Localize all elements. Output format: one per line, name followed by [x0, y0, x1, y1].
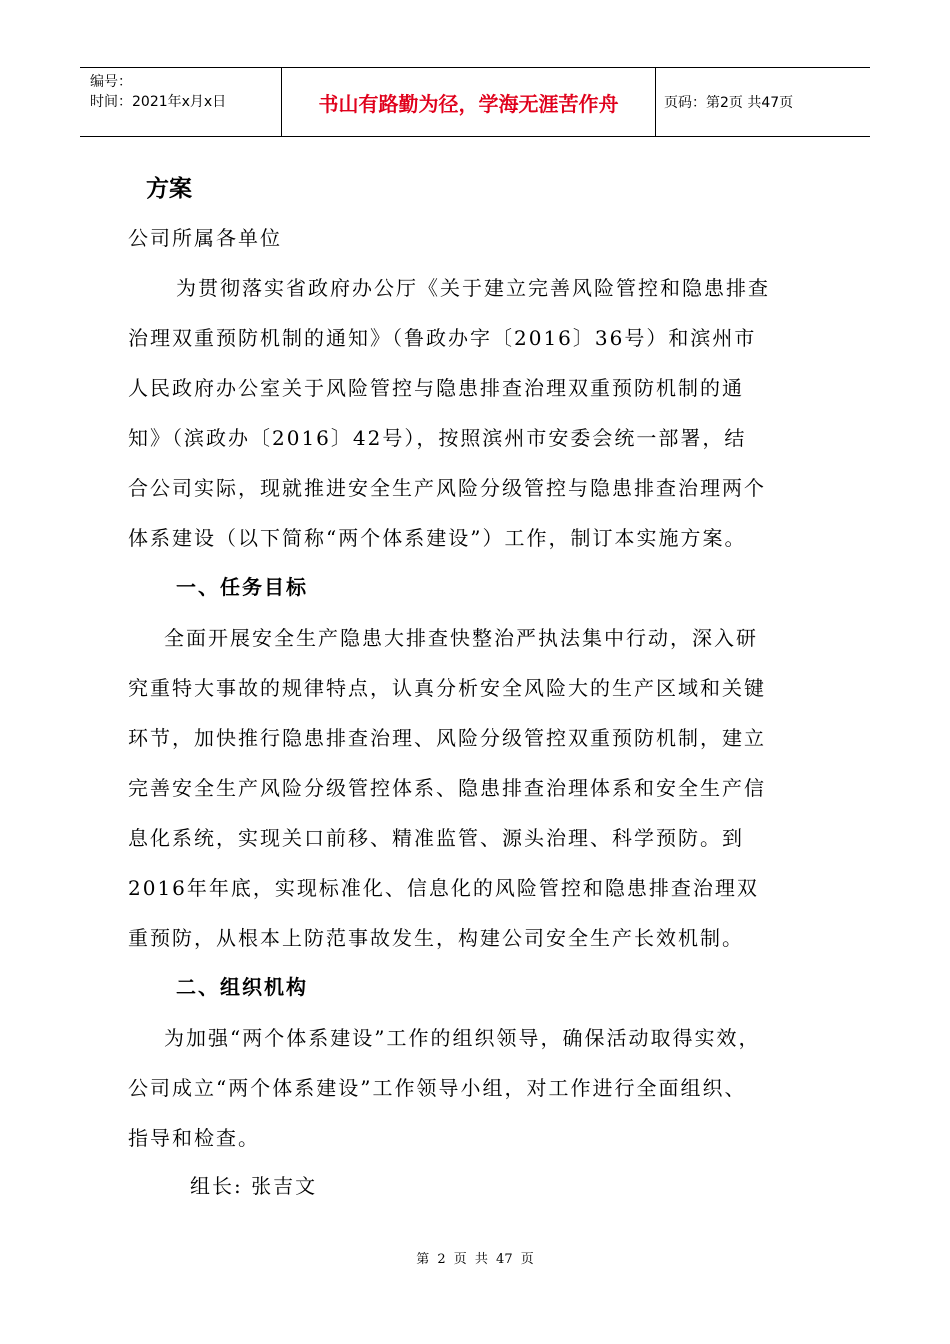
page-footer: 第 2 页 共 47 页 [416, 1252, 534, 1267]
goals-line: 2016年年底，实现标准化、信息化的风险管控和隐患排查治理双 [128, 876, 759, 900]
goals-line: 全面开展安全生产隐患大排查快整治严执法集中行动，深入研 [164, 626, 758, 650]
goals-line: 环节，加快推行隐患排查治理、风险分级管控双重预防机制，建立 [128, 726, 766, 750]
goals-line: 究重特大事故的规律特点，认真分析安全风险大的生产区域和关键 [128, 676, 766, 700]
page-header [80, 67, 870, 137]
addressee: 公司所属各单位 [128, 226, 282, 250]
intro-line: 为贯彻落实省政府办公厅《关于建立完善风险管控和隐患排查 [176, 276, 770, 300]
document-number-label: 编号： [90, 74, 132, 90]
team-leader: 组长: 张吉文 [190, 1174, 318, 1198]
header-meta [80, 68, 282, 136]
section-heading-organization: 二、组织机构 [176, 975, 308, 999]
intro-line: 治理双重预防机制的通知》（鲁政办字〔2016〕36号）和滨州市 [128, 326, 757, 350]
section-heading-goals: 一、任务目标 [176, 575, 308, 599]
goals-line: 完善安全生产风险分级管控体系、隐患排查治理体系和安全生产信 [128, 776, 766, 800]
intro-line: 体系建设（以下简称“两个体系建设”）工作，制订本实施方案。 [128, 526, 747, 550]
document-title: 方案 [146, 176, 192, 202]
header-page-number: 页码：第2页 共47页 [664, 95, 794, 111]
header-motto: 书山有路勤为径，学海无涯苦作舟 [282, 68, 656, 136]
goals-line: 息化系统，实现关口前移、精准监管、源头治理、科学预防。到 [128, 826, 744, 850]
organization-line: 指导和检查。 [128, 1126, 260, 1150]
intro-line: 合公司实际，现就推进安全生产风险分级管控与隐患排查治理两个 [128, 476, 766, 500]
organization-line: 公司成立“两个体系建设”工作领导小组，对工作进行全面组织、 [128, 1076, 747, 1100]
intro-line: 知》（滨政办〔2016〕42号），按照滨州市安委会统一部署，结 [128, 426, 747, 450]
document-date: 时间：2021年x月x日 [90, 94, 227, 110]
intro-line: 人民政府办公室关于风险管控与隐患排查治理双重预防机制的通 [128, 376, 744, 400]
organization-line: 为加强“两个体系建设”工作的组织领导，确保活动取得实效， [164, 1026, 761, 1050]
goals-line: 重预防，从根本上防范事故发生，构建公司安全生产长效机制。 [128, 926, 744, 950]
